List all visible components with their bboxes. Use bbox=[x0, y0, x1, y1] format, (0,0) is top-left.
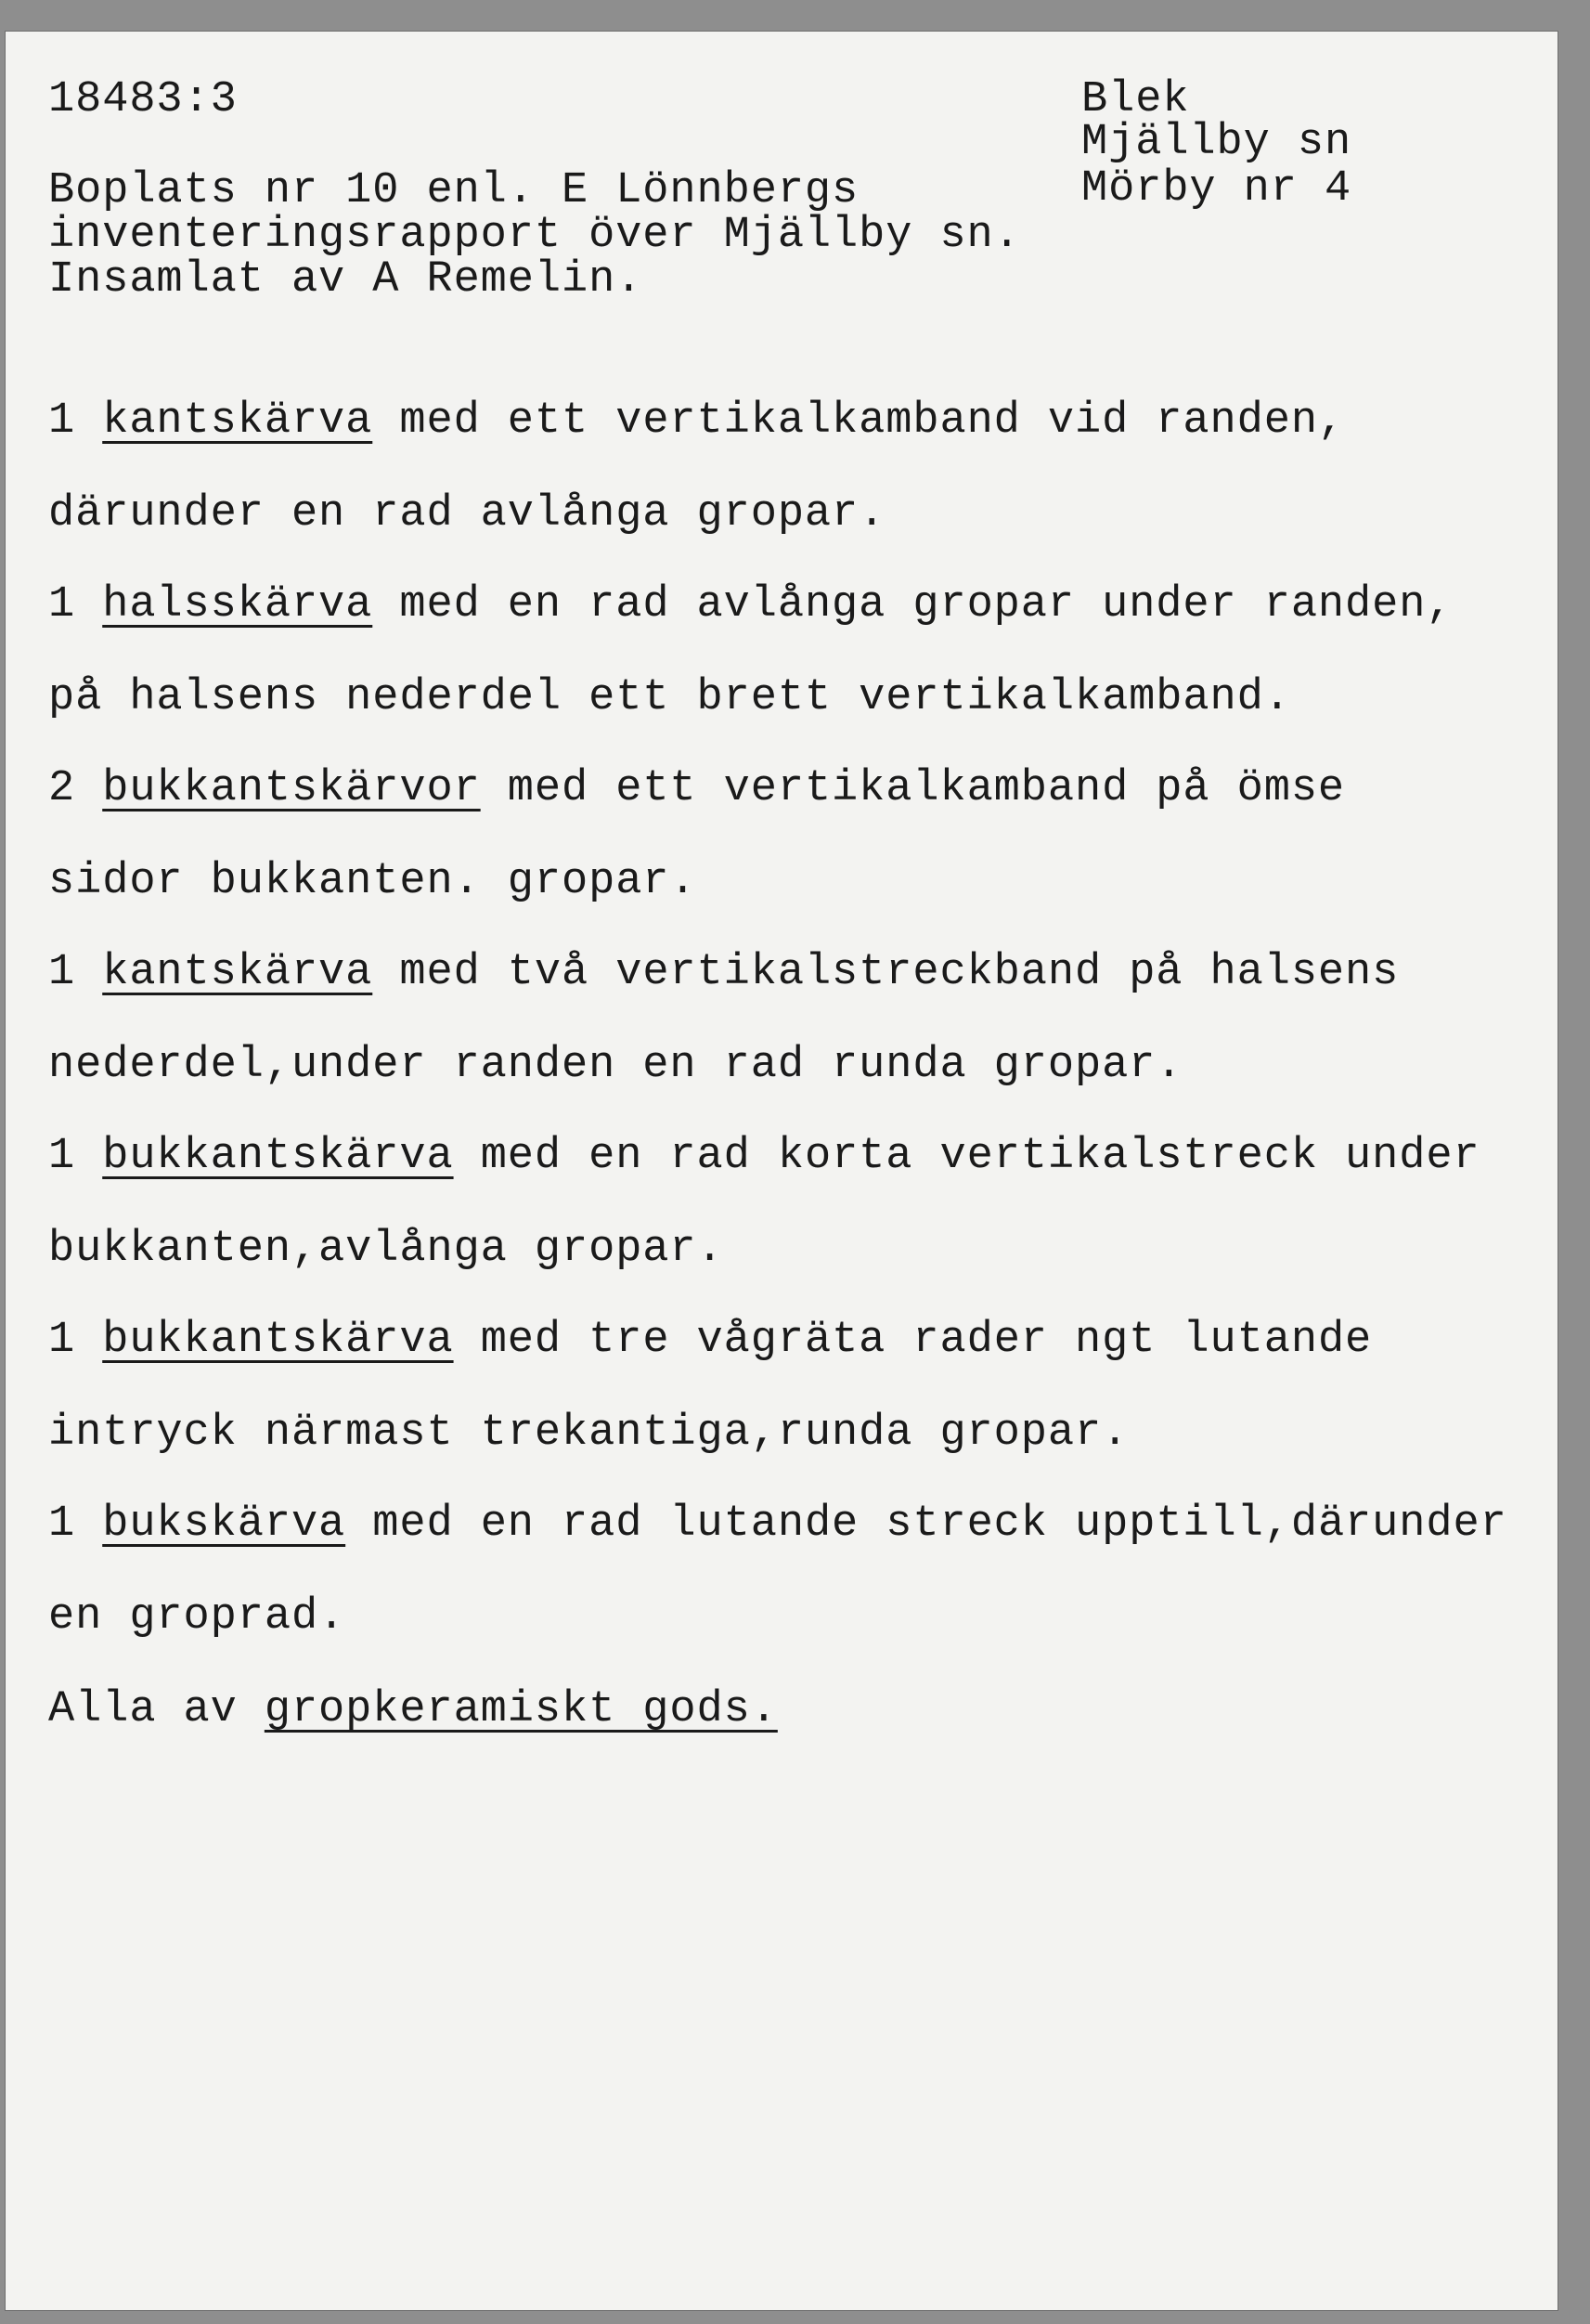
entry-term: kantskärva bbox=[102, 948, 373, 997]
entry-continuation: bukkanten,avlånga gropar. bbox=[48, 1225, 724, 1274]
entry-description: med ett vertikalkamband vid randen, bbox=[399, 396, 1346, 446]
entry-line bbox=[48, 1133, 1480, 1181]
entry-description: med ett vertikalkamband på ömse bbox=[507, 764, 1346, 813]
entry-continuation: en groprad. bbox=[48, 1592, 346, 1642]
entry-continuation: på halsens nederdel ett brett vertikalkamband. bbox=[48, 673, 1291, 722]
catalog-card bbox=[6, 32, 1558, 2310]
header-line: Insamlat av A Remelin. bbox=[48, 255, 643, 305]
entry-term: bukkantskärva bbox=[102, 1316, 454, 1365]
location-parish: Mjällby sn bbox=[1081, 118, 1352, 167]
entry-continuation: därunder en rad avlånga gropar. bbox=[48, 489, 886, 539]
entry-description: med en rad lutande streck upptill,därunder bbox=[372, 1500, 1507, 1549]
entry-quantity: 1 bbox=[48, 1132, 76, 1181]
summary-term: gropkeramiskt gods. bbox=[264, 1685, 778, 1734]
catalog-number: 18483:3 bbox=[48, 75, 238, 124]
summary-line bbox=[48, 1686, 778, 1734]
summary-prefix: Alla av bbox=[48, 1685, 238, 1734]
entry-quantity: 1 bbox=[48, 1500, 76, 1549]
location-site: Mörby nr 4 bbox=[1081, 164, 1352, 214]
header-line: inventeringsrapport över Mjällby sn. bbox=[48, 211, 1021, 260]
entry-description: med två vertikalstreckband på halsens bbox=[399, 948, 1400, 997]
entry-line bbox=[48, 1500, 1507, 1549]
entry-quantity: 2 bbox=[48, 764, 76, 813]
entry-description: med tre vågräta rader ngt lutande bbox=[480, 1316, 1373, 1365]
header-line: Boplats nr 10 enl. E Lönnbergs bbox=[48, 166, 860, 215]
entry-term: bukkantskärvor bbox=[102, 764, 481, 813]
entry-term: halsskärva bbox=[102, 580, 373, 630]
entry-line bbox=[48, 765, 1345, 813]
entry-term: kantskärva bbox=[102, 396, 373, 446]
entry-line bbox=[48, 949, 1399, 997]
entry-quantity: 1 bbox=[48, 948, 76, 997]
entry-term: bukkantskärva bbox=[102, 1132, 454, 1181]
entry-quantity: 1 bbox=[48, 580, 76, 630]
entry-description: med en rad korta vertikalstreck under bbox=[480, 1132, 1480, 1181]
entry-quantity: 1 bbox=[48, 1316, 76, 1365]
entry-term: bukskärva bbox=[102, 1500, 346, 1549]
entry-quantity: 1 bbox=[48, 396, 76, 446]
entry-continuation: intryck närmast trekantiga,runda gropar. bbox=[48, 1409, 1130, 1458]
entry-line bbox=[48, 397, 1345, 446]
entry-line bbox=[48, 1317, 1372, 1365]
entry-continuation: nederdel,under randen en rad runda gropar. bbox=[48, 1041, 1183, 1090]
entry-line bbox=[48, 581, 1453, 630]
location-province: Blek bbox=[1081, 75, 1190, 124]
entry-continuation: sidor bukkanten. gropar. bbox=[48, 857, 697, 906]
entry-description: med en rad avlånga gropar under randen, bbox=[399, 580, 1454, 630]
